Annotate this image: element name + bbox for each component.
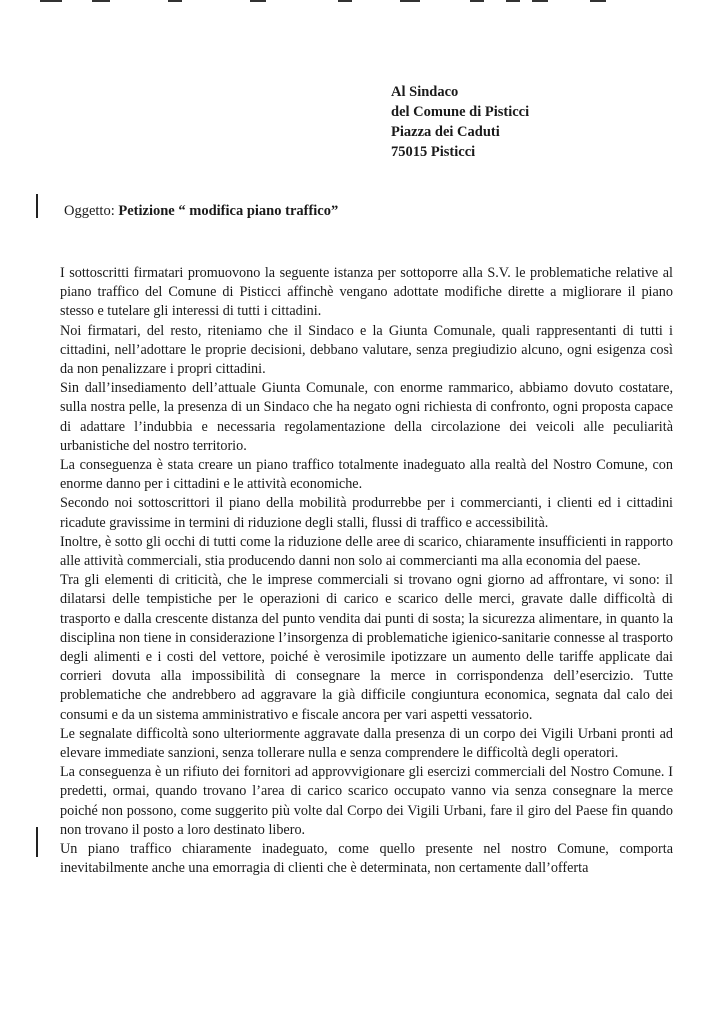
letter-body: [60, 264, 673, 879]
recipient-line: del Comune di Pisticci: [391, 104, 530, 120]
body-paragraph: Secondo noi sottoscrittori il piano della mobilità produrrebbe per i commercianti, i clienti ed i cittadini ricadute gravissime in termini di riduzione degli stalli, flussi di traffico e accessibilità.: [60, 495, 673, 531]
body-paragraph: I sottoscritti firmatari promuovono la seguente istanza per sottoporre alla S.V. le problematiche relative al piano traffico del Comune di Pisticci affinchè vengano adottate modifiche dirette a migliorare il piano stesso e tutelare gli interessi di tutti i cittadini.: [60, 265, 673, 320]
scan-artifact: [40, 0, 62, 2]
scan-artifact: [400, 0, 420, 2]
scan-artifact: [590, 0, 606, 2]
margin-mark: [36, 827, 38, 857]
body-paragraph: Sin dall’insediamento dell’attuale Giunta Comunale, con enorme rammarico, abbiamo dovuto costatare, sulla nostra pelle, la presenza di un Sindaco che ha negato ogni richiesta di confronto, ogni proposta capace di adattare l’indubbia e necessaria regolamentazione della circolazione dei veicoli alle peculiarità urbanistiche del nostro territorio.: [60, 380, 673, 454]
scan-artifact: [338, 0, 352, 2]
recipient-line: 75015 Pisticci: [391, 144, 476, 160]
scan-artifact: [506, 0, 520, 2]
body-paragraph: Noi firmatari, del resto, riteniamo che il Sindaco e la Giunta Comunale, quali rappresentanti di tutti i cittadini, nell’adottare le proprie decisioni, debbano valutare, senza pregiudizio alcuno, ogni esigenza così da non penalizzare i propri cittadini.: [60, 322, 673, 378]
recipient-line: Al Sindaco: [391, 84, 459, 100]
subject-line: [64, 201, 338, 221]
scan-artifact: [250, 0, 266, 2]
body-paragraph: Le segnalate difficoltà sono ulteriormente aggravate dalla presenza di un corpo dei Vigili Urbani pronti ad elevare immediate sanzioni, senza tollerare nulla e senza comprendere le difficoltà degli operatori.: [60, 725, 673, 762]
subject-label: Oggetto:: [64, 203, 115, 219]
body-paragraph: Inoltre, è sotto gli occhi di tutti come la riduzione delle aree di scarico, chiaramente insufficienti in rapporto alle attività commerciali, stia producendo danni non solo ai commercianti ma alla economia del paese.: [60, 533, 673, 570]
scan-artifact: [470, 0, 484, 2]
body-paragraph: La conseguenza è un rifiuto dei fornitori ad approvvigionare gli esercizi commerciali del Nostro Comune. I predetti, ormai, quando trovano l’area di carico scarico occupato vanno via senza consegnare la merce poiché non possono, come suggerito più volte dal Corpo dei Vigili Urbani, fare il giro del Paese fin quando non trovano il posto a loro destinato libero.: [60, 764, 673, 838]
scan-artifact: [92, 0, 110, 2]
scan-top-edge: [0, 0, 724, 5]
body-paragraph: Un piano traffico chiaramente inadeguato, come quello presente nel nostro Comune, comporta inevitabilmente anche una emorragia di clienti che è determinata, non certamente dall’offerta: [60, 841, 673, 877]
body-paragraph: La conseguenza è stata creare un piano traffico totalmente inadeguato alla realtà del Nostro Comune, con enorme danno per i cittadini e le attività economiche.: [60, 457, 673, 493]
recipient-address: [391, 82, 529, 162]
margin-mark: [36, 194, 38, 218]
recipient-line: Piazza dei Caduti: [391, 124, 500, 140]
scan-artifact: [532, 0, 548, 2]
body-paragraph: Tra gli elementi di criticità, che le imprese commerciali si trovano ogni giorno ad affrontare, vi sono: il dilatarsi delle tempistiche per le operazioni di carico e scarico delle merci, gravate dalle difficoltà di trasporto e dalla crescente distanza del punto vendita dai punti di sosta; la sicurezza alimentare, in quanto la disciplina non tiene in considerazione l’insorgenza di problematiche igienico-sanitarie connesse al trasporto degli alimenti e i costi del vettore, poiché è verosimile ipotizzare un aumento delle tariffe applicate dai corrieri dovuta alla impossibilità di consegnare la merce in corrispondenza dell’esercizio. Tutte problematiche che andrebbero ad aggravare la già difficile congiuntura economica, segnata dal calo dei consumi e da un sistema amministrativo e fiscale ancora per vari aspetti vessatorio.: [60, 572, 673, 723]
scan-artifact: [168, 0, 182, 2]
subject-title: Petizione “ modifica piano traffico”: [118, 203, 339, 219]
